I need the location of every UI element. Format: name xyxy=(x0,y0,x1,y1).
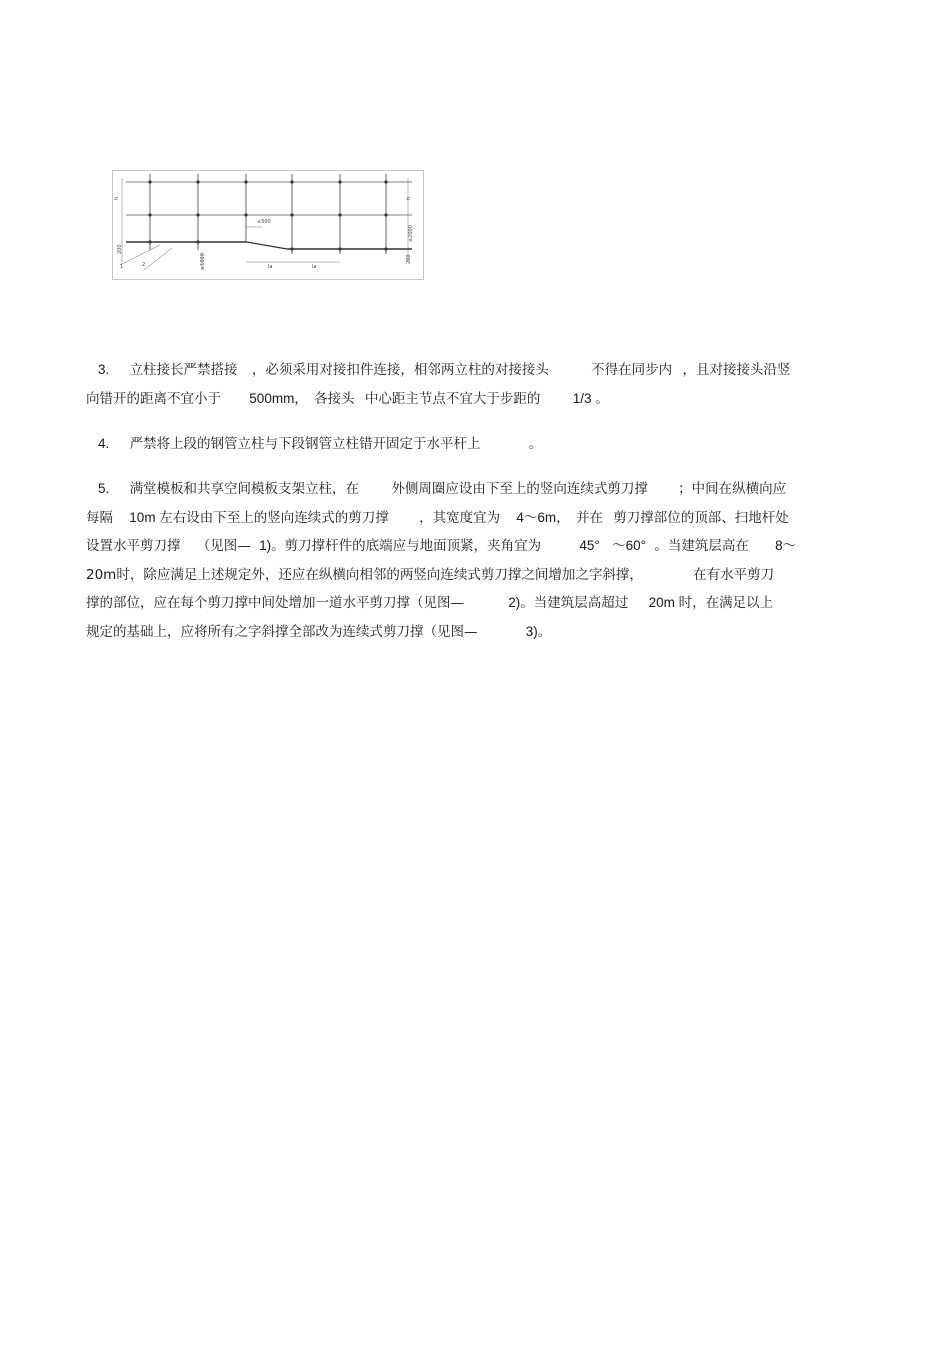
text-segment: 45° xyxy=(579,538,600,553)
text-segment: ～60° xyxy=(612,538,647,553)
text-segment: 不得在同步内 xyxy=(591,362,673,378)
item-number-4: 4. xyxy=(98,436,110,451)
dim-top-label: ≤500 xyxy=(257,219,271,225)
paragraph-3-line-1 xyxy=(86,356,866,385)
span1-label: la xyxy=(268,264,273,270)
item-number-5: 5. xyxy=(98,481,110,496)
text-segment: 。 xyxy=(528,436,543,452)
right-h-label: h xyxy=(406,196,412,200)
text-segment: 20m时，除应满足上述规定外，还应在纵横向相邻的两竖向连续式剪刀撑之间增加之字斜撑， xyxy=(86,566,643,583)
mark2-label: 2 xyxy=(142,262,146,268)
text-segment: 10m 左右设由下至上的竖向连续式的剪刀撑 xyxy=(129,509,389,525)
paragraph-5 xyxy=(86,475,866,646)
text-segment: 20m 时，在满足以上 xyxy=(648,595,774,610)
text-segment: 中心距主节点不宜大于步距的 xyxy=(364,390,541,407)
paragraph-5-line-5 xyxy=(86,589,866,618)
text-segment: 严禁将上段的钢管立柱与下段钢管立柱错开固定于水平杆上 xyxy=(129,436,481,452)
text-segment: 。当建筑层高在 xyxy=(654,538,749,554)
text-segment: 各接头 xyxy=(314,390,355,407)
text-segment: 8～ xyxy=(775,538,797,553)
paragraph-4 xyxy=(86,430,866,459)
text-segment: 1)。剪刀撑杆件的底端应与地面顶紧，夹角宜为 xyxy=(259,538,542,553)
item-number-3: 3. xyxy=(98,362,110,377)
scaffold-joint-figure xyxy=(112,170,424,280)
dim-right-label: ≤2000 xyxy=(408,225,414,242)
text-segment: 4～6m， xyxy=(516,509,570,525)
text-segment: 向错开的距离不宜小于 xyxy=(86,390,221,407)
left-h-label: h xyxy=(114,196,120,200)
text-segment: 规定的基础上，应将所有之字斜撑全部改为连续式剪刀撑（见图— xyxy=(86,623,478,640)
text-segment: 3)。 xyxy=(525,623,552,639)
text-segment: 满堂模板和共享空间模板支架立柱，在 xyxy=(129,481,360,497)
mark1-label: 1 xyxy=(120,264,124,270)
dim-left-bottom-label: 200 xyxy=(117,244,123,254)
text-segment: 设置水平剪刀撑 xyxy=(86,538,181,554)
paragraph-5-line-4 xyxy=(86,561,866,590)
paragraph-5-line-3 xyxy=(86,532,866,561)
text-segment: （见图— xyxy=(196,538,251,554)
text-segment: 1/3 。 xyxy=(572,390,609,406)
dim-right-bottom-label: 200 xyxy=(406,254,412,264)
text-segment: 撑的部位，应在每个剪刀撑中间处增加一道水平剪刀撑（见图— xyxy=(86,595,464,611)
text-segment: 剪刀撑部位的顶部、扫地杆处 xyxy=(613,509,789,526)
text-segment: ，且对接接头沿竖 xyxy=(682,362,791,378)
text-segment: ，其宽度宜为 xyxy=(419,509,501,526)
text-segment: 并在 xyxy=(575,509,603,526)
dim-low-label: ≥1000 xyxy=(200,253,206,270)
paragraph-3 xyxy=(86,356,866,413)
text-segment: 在有水平剪刀 xyxy=(693,566,775,583)
text-segment: 每隔 xyxy=(86,509,113,526)
paragraph-5-line-6 xyxy=(86,618,866,647)
paragraph-5-line-1 xyxy=(86,475,866,504)
span2-label: la xyxy=(312,264,317,270)
text-segment: 立柱接长严禁搭接 xyxy=(129,362,238,378)
text-segment: ；中间在纵横向应 xyxy=(678,481,787,497)
paragraph-4-line-1 xyxy=(86,430,866,459)
text-segment: 2)。当建筑层高超过 xyxy=(508,595,629,610)
text-segment: ，必须采用对接扣件连接，相邻两立柱的对接接头 xyxy=(251,362,549,378)
paragraph-5-line-2 xyxy=(86,504,866,533)
paragraph-3-line-2 xyxy=(86,385,866,414)
text-segment: 500mm， xyxy=(249,390,308,406)
text-segment: 外侧周圈应设由下至上的竖向连续式剪刀撑 xyxy=(391,481,648,497)
